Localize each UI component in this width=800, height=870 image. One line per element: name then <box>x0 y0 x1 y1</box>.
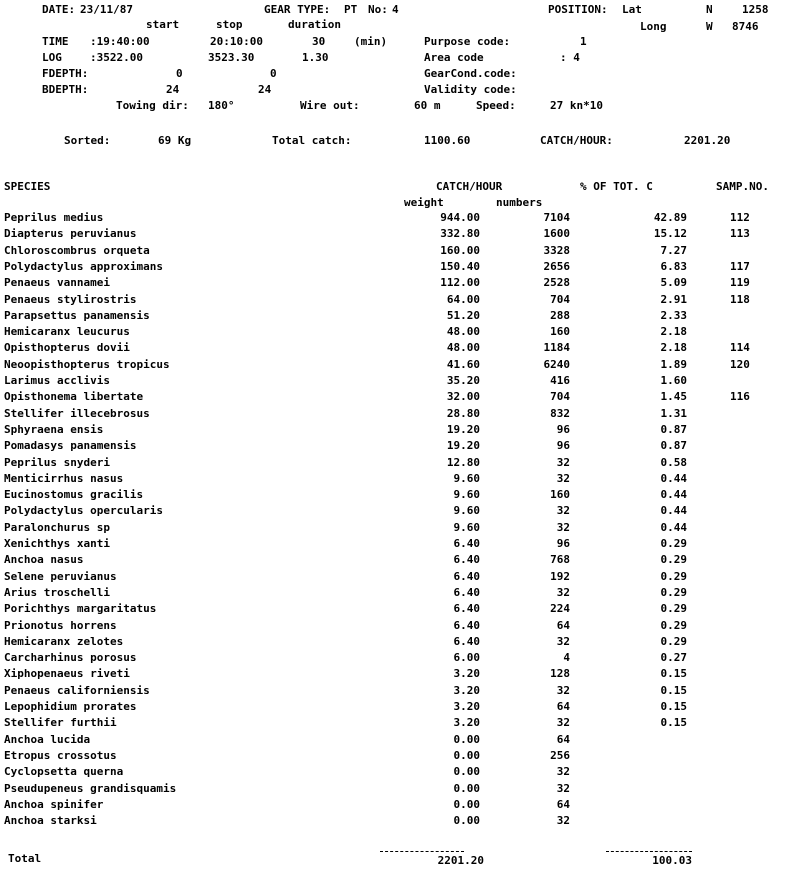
weight-value: 6.40 <box>453 619 480 632</box>
weight-value: 48.00 <box>446 341 480 354</box>
numbers-value: 256 <box>550 749 570 762</box>
samp-no-value: 114 <box>730 341 750 354</box>
species-name: Stellifer illecebrosus <box>4 407 150 420</box>
numbers-value: 32 <box>556 782 570 795</box>
numbers-value: 704 <box>550 293 570 306</box>
lat-hemisphere: N <box>706 3 713 16</box>
area-code-value: : 4 <box>560 51 580 64</box>
pct-value: 0.44 <box>660 472 687 485</box>
pct-value: 1.89 <box>660 358 687 371</box>
species-name: Anchoa starksi <box>4 814 97 827</box>
species-name: Anchoa spinifer <box>4 798 104 811</box>
species-name: Lepophidium prorates <box>4 700 137 713</box>
numbers-value: 32 <box>556 684 570 697</box>
numbers-value: 704 <box>550 390 570 403</box>
sorted-value: 69 Kg <box>158 134 192 147</box>
species-name: Anchoa nasus <box>4 553 84 566</box>
weight-value: 3.20 <box>453 716 480 729</box>
numbers-value: 32 <box>556 521 570 534</box>
samp-no-value: 120 <box>730 358 750 371</box>
numbers-value: 96 <box>556 423 570 436</box>
species-name: Neoopisthopterus tropicus <box>4 358 170 371</box>
species-name: Porichthys margaritatus <box>4 602 157 615</box>
numbers-value: 32 <box>556 504 570 517</box>
weight-value: 112.00 <box>440 276 480 289</box>
total-weight: 2201.20 <box>437 854 484 867</box>
purpose-code-value: 1 <box>580 35 587 48</box>
bdepth-start: 24 <box>166 83 180 96</box>
numbers-value: 1600 <box>543 227 570 240</box>
pct-value: 2.91 <box>660 293 687 306</box>
lat-value: 1258 <box>742 3 769 16</box>
numbers-value: 64 <box>556 733 570 746</box>
weight-header: weight <box>404 196 444 209</box>
total-pct: 100.03 <box>652 854 692 867</box>
pct-value: 0.29 <box>660 602 687 615</box>
weight-value: 35.20 <box>446 374 480 387</box>
numbers-value: 1184 <box>543 341 570 354</box>
date-value: 23/11/87 <box>80 3 133 16</box>
numbers-value: 64 <box>556 700 570 713</box>
samp-no-value: 118 <box>730 293 750 306</box>
log-duration: 1.30 <box>302 51 329 64</box>
species-name: Peprilus snyderi <box>4 456 110 469</box>
fdepth-start: 0 <box>176 67 183 80</box>
pct-value: 0.29 <box>660 635 687 648</box>
weight-value: 3.20 <box>453 667 480 680</box>
pct-value: 0.15 <box>660 684 687 697</box>
speed-value: 27 kn*10 <box>550 99 603 112</box>
long-label: Long <box>640 20 667 33</box>
species-name: Eucinostomus gracilis <box>4 488 144 501</box>
numbers-value: 192 <box>550 570 570 583</box>
species-name: Parapsettus panamensis <box>4 309 150 322</box>
pct-value: 0.29 <box>660 553 687 566</box>
numbers-value: 32 <box>556 456 570 469</box>
species-name: Hemicaranx zelotes <box>4 635 124 648</box>
pct-value: 0.87 <box>660 423 687 436</box>
speed-label: Speed: <box>476 99 516 112</box>
weight-value: 0.00 <box>453 814 480 827</box>
time-start: :19:40:00 <box>90 35 150 48</box>
log-start: :3522.00 <box>90 51 143 64</box>
pct-value: 7.27 <box>660 244 687 257</box>
weight-value: 6.40 <box>453 586 480 599</box>
species-name: Anchoa lucida <box>4 733 91 746</box>
station-no-label: No: <box>368 3 388 16</box>
weight-value: 41.60 <box>446 358 480 371</box>
samp-no-value: 117 <box>730 260 750 273</box>
numbers-value: 2528 <box>543 276 570 289</box>
pct-value: 0.44 <box>660 488 687 501</box>
species-name: Pomadasys panamensis <box>4 439 137 452</box>
weight-value: 6.40 <box>453 570 480 583</box>
total-catch-value: 1100.60 <box>424 134 471 147</box>
fdepth-label: FDEPTH: <box>42 67 89 80</box>
validity-code-label: Validity code: <box>424 83 517 96</box>
log-label: LOG <box>42 51 62 64</box>
pct-value: 6.83 <box>660 260 687 273</box>
pct-value: 1.45 <box>660 390 687 403</box>
weight-value: 48.00 <box>446 325 480 338</box>
species-name: Sphyraena ensis <box>4 423 104 436</box>
col-stop-header: stop <box>216 18 243 31</box>
position-label: POSITION: <box>548 3 608 16</box>
gear-type-value: PT <box>344 3 358 16</box>
numbers-value: 832 <box>550 407 570 420</box>
weight-value: 6.00 <box>453 651 480 664</box>
col-duration-header: duration <box>288 18 341 31</box>
species-name: Carcharhinus porosus <box>4 651 137 664</box>
catch-hour-label: CATCH/HOUR: <box>540 134 613 147</box>
species-name: Opisthonema libertate <box>4 390 144 403</box>
weight-value: 0.00 <box>453 733 480 746</box>
species-name: Diapterus peruvianus <box>4 227 137 240</box>
weight-value: 944.00 <box>440 211 480 224</box>
lat-label: Lat <box>622 3 642 16</box>
numbers-value: 3328 <box>543 244 570 257</box>
pct-value: 1.60 <box>660 374 687 387</box>
wire-out-value: 60 m <box>414 99 441 112</box>
samp-no-header: SAMP.NO. <box>716 180 769 193</box>
numbers-value: 96 <box>556 537 570 550</box>
numbers-value: 2656 <box>543 260 570 273</box>
species-name: Hemicaranx leucurus <box>4 325 130 338</box>
pct-value: 0.29 <box>660 586 687 599</box>
weight-value: 64.00 <box>446 293 480 306</box>
samp-no-value: 119 <box>730 276 750 289</box>
numbers-value: 32 <box>556 472 570 485</box>
species-name: Polydactylus approximans <box>4 260 163 273</box>
numbers-value: 416 <box>550 374 570 387</box>
weight-value: 32.00 <box>446 390 480 403</box>
pct-value: 0.29 <box>660 537 687 550</box>
pct-value: 15.12 <box>653 227 687 240</box>
numbers-value: 160 <box>550 325 570 338</box>
numbers-value: 288 <box>550 309 570 322</box>
species-name: Arius troschelli <box>4 586 110 599</box>
pct-total-header: % OF TOT. C <box>580 180 653 193</box>
pct-value: 1.31 <box>660 407 687 420</box>
area-code-label: Area code <box>424 51 484 64</box>
pct-total-rule <box>606 851 692 852</box>
purpose-code-label: Purpose code: <box>424 35 511 48</box>
samp-no-value: 112 <box>730 211 750 224</box>
species-name: Opisthopterus dovii <box>4 341 130 354</box>
numbers-value: 96 <box>556 439 570 452</box>
weight-value: 9.60 <box>453 472 480 485</box>
weight-value: 19.20 <box>446 423 480 436</box>
numbers-value: 7104 <box>543 211 570 224</box>
station-no-value: 4 <box>392 3 399 16</box>
species-name: Stellifer furthii <box>4 716 117 729</box>
weight-value: 19.20 <box>446 439 480 452</box>
total-catch-label: Total catch: <box>272 134 352 147</box>
weight-value: 3.20 <box>453 684 480 697</box>
pct-value: 2.18 <box>660 325 687 338</box>
date-label: DATE: <box>42 3 76 16</box>
numbers-value: 224 <box>550 602 570 615</box>
pct-value: 2.33 <box>660 309 687 322</box>
weight-value: 150.40 <box>440 260 480 273</box>
gearcond-code-label: GearCond.code: <box>424 67 517 80</box>
samp-no-value: 116 <box>730 390 750 403</box>
total-label: Total <box>8 852 42 865</box>
species-name: Larimus acclivis <box>4 374 110 387</box>
numbers-value: 64 <box>556 619 570 632</box>
weight-value: 12.80 <box>446 456 480 469</box>
pct-value: 0.44 <box>660 504 687 517</box>
numbers-value: 6240 <box>543 358 570 371</box>
species-name: Prionotus horrens <box>4 619 117 632</box>
weight-total-rule <box>380 851 464 852</box>
fdepth-stop: 0 <box>270 67 277 80</box>
weight-value: 9.60 <box>453 488 480 501</box>
weight-value: 0.00 <box>453 749 480 762</box>
time-unit: (min) <box>354 35 388 48</box>
time-duration: 30 <box>312 35 326 48</box>
pct-value: 42.89 <box>653 211 687 224</box>
species-name: Xiphopenaeus riveti <box>4 667 130 680</box>
sorted-label: Sorted: <box>64 134 111 147</box>
catch-hour-header: CATCH/HOUR <box>436 180 503 193</box>
log-stop: 3523.30 <box>208 51 255 64</box>
weight-value: 0.00 <box>453 798 480 811</box>
pct-value: 5.09 <box>660 276 687 289</box>
pct-value: 0.29 <box>660 570 687 583</box>
pct-value: 0.15 <box>660 667 687 680</box>
weight-value: 0.00 <box>453 782 480 795</box>
bdepth-stop: 24 <box>258 83 272 96</box>
weight-value: 3.20 <box>453 700 480 713</box>
species-name: Menticirrhus nasus <box>4 472 124 485</box>
species-name: Selene peruvianus <box>4 570 117 583</box>
species-name: Polydactylus opercularis <box>4 504 163 517</box>
long-hemisphere: W <box>706 20 713 33</box>
species-header: SPECIES <box>4 180 51 193</box>
pct-value: 0.15 <box>660 700 687 713</box>
numbers-value: 32 <box>556 635 570 648</box>
species-name: Cyclopsetta querna <box>4 765 124 778</box>
towing-dir-label: Towing dir: <box>116 99 189 112</box>
weight-value: 6.40 <box>453 635 480 648</box>
weight-value: 51.20 <box>446 309 480 322</box>
pct-value: 0.87 <box>660 439 687 452</box>
pct-value: 0.44 <box>660 521 687 534</box>
wire-out-label: Wire out: <box>300 99 360 112</box>
towing-dir-value: 180° <box>208 99 235 112</box>
weight-value: 160.00 <box>440 244 480 257</box>
weight-value: 9.60 <box>453 521 480 534</box>
numbers-value: 4 <box>563 651 570 664</box>
numbers-value: 64 <box>556 798 570 811</box>
numbers-value: 32 <box>556 765 570 778</box>
catch-hour-value: 2201.20 <box>684 134 731 147</box>
gear-type-label: GEAR TYPE: <box>264 3 331 16</box>
time-stop: 20:10:00 <box>210 35 263 48</box>
samp-no-value: 113 <box>730 227 750 240</box>
weight-value: 6.40 <box>453 537 480 550</box>
pct-value: 0.15 <box>660 716 687 729</box>
pct-value: 0.27 <box>660 651 687 664</box>
numbers-value: 32 <box>556 716 570 729</box>
numbers-value: 160 <box>550 488 570 501</box>
weight-value: 332.80 <box>440 227 480 240</box>
numbers-header: numbers <box>496 196 543 209</box>
numbers-value: 768 <box>550 553 570 566</box>
weight-value: 28.80 <box>446 407 480 420</box>
numbers-value: 128 <box>550 667 570 680</box>
numbers-value: 32 <box>556 814 570 827</box>
long-value: 8746 <box>732 20 759 33</box>
species-name: Xenichthys xanti <box>4 537 110 550</box>
species-name: Paralonchurus sp <box>4 521 110 534</box>
species-name: Pseudupeneus grandisquamis <box>4 782 177 795</box>
species-name: Penaeus stylirostris <box>4 293 137 306</box>
weight-value: 6.40 <box>453 602 480 615</box>
weight-value: 0.00 <box>453 765 480 778</box>
species-name: Chloroscombrus orqueta <box>4 244 150 257</box>
numbers-value: 32 <box>556 586 570 599</box>
weight-value: 9.60 <box>453 504 480 517</box>
weight-value: 6.40 <box>453 553 480 566</box>
col-start-header: start <box>146 18 180 31</box>
pct-value: 0.29 <box>660 619 687 632</box>
time-label: TIME <box>42 35 69 48</box>
species-name: Penaeus vannamei <box>4 276 110 289</box>
species-name: Peprilus medius <box>4 211 104 224</box>
pct-value: 2.18 <box>660 341 687 354</box>
pct-value: 0.58 <box>660 456 687 469</box>
bdepth-label: BDEPTH: <box>42 83 89 96</box>
species-name: Penaeus californiensis <box>4 684 150 697</box>
species-name: Etropus crossotus <box>4 749 117 762</box>
